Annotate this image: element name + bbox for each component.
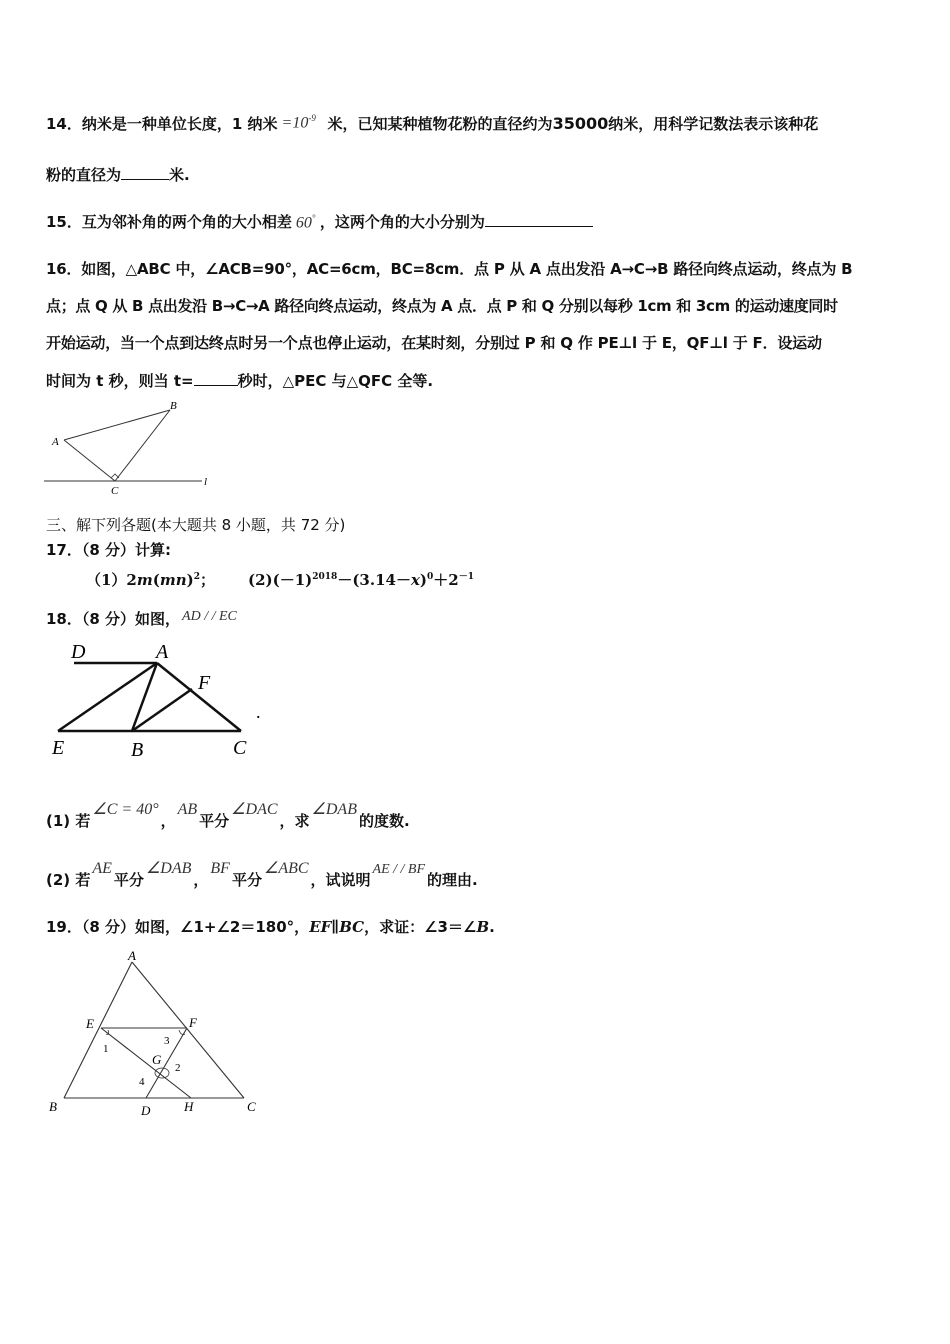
label-C: C [233,737,247,759]
seg-AE [58,663,157,731]
q18-formula: AD / / EC [182,609,237,624]
label-E: E [86,1016,94,1031]
label-1: 1 [103,1043,109,1055]
q15-text-b: ，这两个角的大小分别为 [319,213,485,231]
angle-G-arc [155,1068,169,1078]
q14-text-d: 粉的直径为 [46,166,122,184]
label-H: H [184,1099,194,1114]
label-A: A [128,948,136,963]
label-E: E [52,737,65,759]
q19-figure [44,948,274,1123]
q14-text-e: 米. [169,166,190,184]
q17-title: 17．（8 分）计算: [46,541,172,559]
label-B: B [170,400,177,412]
label-B: B [49,1099,57,1114]
label-2: 2 [175,1062,181,1074]
label-3: 3 [164,1035,170,1047]
q16-text-a: 时间为 t 秒，则当 t= [46,372,194,390]
q19-title: 19．（8 分）如图，∠1+∠2＝180°，EF∥BC，求证：∠3＝∠B. [46,918,495,936]
q18-title [46,608,237,629]
seg-AB [64,962,132,1098]
q16-line3: 开始运动，当一个点到达终点时另一个点也停止运动，在某时刻，分别过 P 和 Q 作 PE⊥l 于 E，QF⊥l 于 F．设运动 [46,334,822,352]
label-G: G [152,1052,162,1067]
label-4: 4 [139,1076,145,1088]
q15-text-a: 15．互为邻补角的两个角的大小相差 [46,213,292,231]
q16-line1: 16．如图，△ABC 中，∠ACB=90°，AC=6cm，BC=8cm．点 P 从 A 点出发沿 A→C→B 路径向终点运动，终点为 B [46,260,853,278]
seg-AC [132,962,244,1098]
q14-number: 35000 [552,114,609,133]
q18-figure [46,636,276,766]
seg-BC [115,410,170,481]
q14-text-c: 纳米，用科学记数法表示该种花 [608,115,819,133]
label-F: F [189,1015,197,1030]
q15-answer-blank[interactable] [485,214,593,227]
seg-AB [64,410,170,440]
label-A: A [52,436,59,448]
q16-answer-blank[interactable] [194,373,238,386]
label-F: F [198,672,211,694]
q15-formula: 60° [295,213,316,232]
q16-line2: 点；点 Q 从 B 点出发沿 B→C→A 路径向终点运动，终点为 A 点．点 P 和 Q 分别以每秒 1cm 和 3cm 的运动速度同时 [46,297,838,315]
q17-part1: （1）2m(mn)$^2$； [86,571,216,589]
section-3-heading: 三、解下列各题(本大题共 8 小题，共 72 分) [46,516,346,534]
figure-period: . [256,702,261,722]
label-A: A [156,641,169,663]
label-C: C [111,485,119,497]
label-D: D [71,641,86,663]
q14-answer-blank[interactable] [121,167,169,180]
q14-line2 [46,164,190,185]
q14-line1 [46,113,818,134]
label-B: B [131,739,144,761]
q18-sub2: (2) 若AE平分∠DAB，BF平分∠ABC，试说明AE / / BF的理由. [46,860,478,889]
seg-AC [64,440,115,481]
q14-formula: $=10^{-9}$ [281,113,316,132]
q14-text-b: 米，已知某种植物花粉的直径约为 [327,115,553,133]
q16-figure [40,396,230,500]
q18-sub1: (1) 若∠C = 40°，AB平分∠DAC，求∠DAB的度数. [46,801,410,830]
q14-text-a: 14．纳米是一种单位长度，1 纳米 [46,115,278,133]
q18-title-text: 18．（8 分）如图， [46,610,181,628]
q15-line [46,211,593,232]
q16-text-b: 秒时，△PEC 与△QFC 全等. [237,372,434,390]
q16-line4 [46,370,433,391]
label-D: D [141,1103,151,1118]
label-l: l [204,476,208,488]
label-C: C [247,1099,256,1114]
q17-part2: $(2)(-1)^{2018}-(3.14-x)^0+2^{-1}$ [248,571,474,589]
